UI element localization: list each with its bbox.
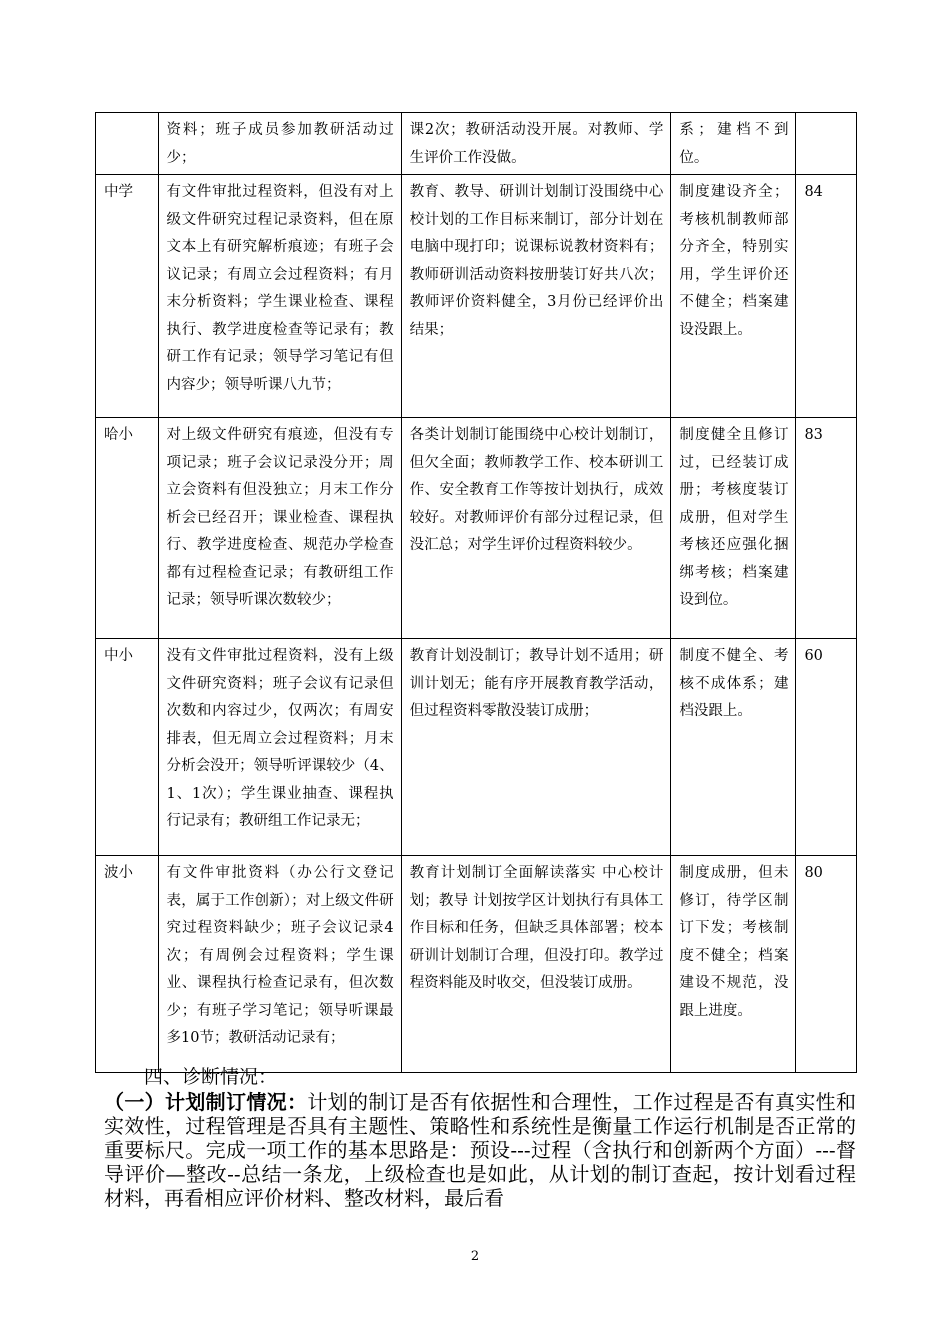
school-name-cell: 中小 xyxy=(96,639,159,856)
table-row xyxy=(96,418,857,639)
process-records-cell: 资料；班子成员参加教研活动过少； xyxy=(158,113,401,175)
score-cell: 83 xyxy=(796,418,857,639)
section-heading: 四、诊断情况： xyxy=(144,1066,278,1088)
table-row xyxy=(96,639,857,856)
paragraph-body: 计划的制订是否有依据性和合理性，工作过程是否有真实性和实效性，过程管理是否具有主题性、策略性和系统性是衡量工作运行机制是否正常的重要标尺。完成一项工作的基本思路是：预设---过程（含执行和创新两个方面）---督导评价—整改--总结一条龙，上级检查也是如此，从计划的制订查起，按计划看过程材料，再看相应评价材料、整改材料，最后看 xyxy=(104,1090,857,1210)
table-row xyxy=(96,856,857,1073)
system-archive-cell: 制度成册，但未修订，待学区制订下发；考核制度不健全；档案建设不规范，没跟上进度。 xyxy=(671,856,796,1073)
school-name-cell: 哈小 xyxy=(96,418,159,639)
score-cell: 84 xyxy=(796,175,857,418)
score-cell xyxy=(796,113,857,175)
process-records-cell: 对上级文件研究有痕迹，但没有专项记录；班子会议记录没分开；周立会资料有但没独立；月末工作分析会已经召开；课业检查、课程执行、教学进度检查、规范办学检查都有过程检查记录；有教研组工作记录；领导听课次数较少； xyxy=(158,418,401,639)
page-number: 2 xyxy=(470,1249,480,1264)
score-cell: 60 xyxy=(796,639,857,856)
school-inspection-table xyxy=(95,112,857,1073)
paragraph-subtitle: （一）计划制订情况： xyxy=(104,1090,308,1114)
system-archive-cell: 系；建档不到位。 xyxy=(671,113,796,175)
plan-execution-cell: 教育计划制订全面解读落实 中心校计划；教导 计划按学区计划执行有具体工作目标和任务，但缺乏具体部署；校本研训计划制订合理，但没打印。教学过程资料能及时收交，但没装订成册。 xyxy=(401,856,671,1073)
process-records-cell: 没有文件审批过程资料，没有上级文件研究资料；班子会议有记录但次数和内容过少，仅两次；有周安排表，但无周立会过程资料；月末分析会没开；领导听评课较少（4、1、1次）；学生课业抽查、课程执行记录有；教研组工作记录无； xyxy=(158,639,401,856)
process-records-cell: 有文件审批资料（办公行文登记表，属于工作创新）；对上级文件研究过程资料缺少；班子会议记录4次；有周例会过程资料；学生课业、课程执行检查记录有，但次数少；有班子学习笔记；领导听课最多10节；教研活动记录有； xyxy=(158,856,401,1073)
system-archive-cell: 制度不健全、考核不成体系；建档没跟上。 xyxy=(671,639,796,856)
table-row xyxy=(96,113,857,175)
plan-execution-cell: 各类计划制订能围绕中心校计划制订，但欠全面；教师教学工作、校本研训工作、安全教育工作等按计划执行，成效较好。对教师评价有部分过程记录，但没汇总；对学生评价过程资料较少。 xyxy=(401,418,671,639)
table-row xyxy=(96,175,857,418)
plan-execution-cell: 课2次；教研活动没开展。对教师、学生评价工作没做。 xyxy=(401,113,671,175)
score-cell: 80 xyxy=(796,856,857,1073)
process-records-cell: 有文件审批过程资料，但没有对上级文件研究过程记录资料，但在原文本上有研究解析痕迹；有班子会议记录；有周立会过程资料；有月末分析资料；学生课业检查、课程执行、教学进度检查等记录有；教研工作有记录；领导学习笔记有但内容少；领导听课八九节； xyxy=(158,175,401,418)
school-name-cell xyxy=(96,113,159,175)
system-archive-cell: 制度健全且修订过，已经装订成册；考核度装订成册，但对学生考核还应强化捆绑考核；档案建设到位。 xyxy=(671,418,796,639)
system-archive-cell: 制度建设齐全；考核机制教师部分齐全，特别实用，学生评价还不健全；档案建设没跟上。 xyxy=(671,175,796,418)
plan-execution-cell: 教育、教导、研训计划制订没围绕中心校计划的工作目标来制订，部分计划在电脑中现打印；说课标说教材资料有；教师研训活动资料按册装订好共八次；教师评价资料健全，3月份已经评价出结果； xyxy=(401,175,671,418)
paragraph-text xyxy=(104,1090,856,1210)
table-body xyxy=(96,113,857,1073)
plan-execution-cell: 教育计划没制订；教导计划不适用；研训计划无；能有序开展教育教学活动，但过程资料零散没装订成册； xyxy=(401,639,671,856)
section-paragraph xyxy=(104,1090,856,1210)
school-name-cell: 中学 xyxy=(96,175,159,418)
school-name-cell: 波小 xyxy=(96,856,159,1073)
